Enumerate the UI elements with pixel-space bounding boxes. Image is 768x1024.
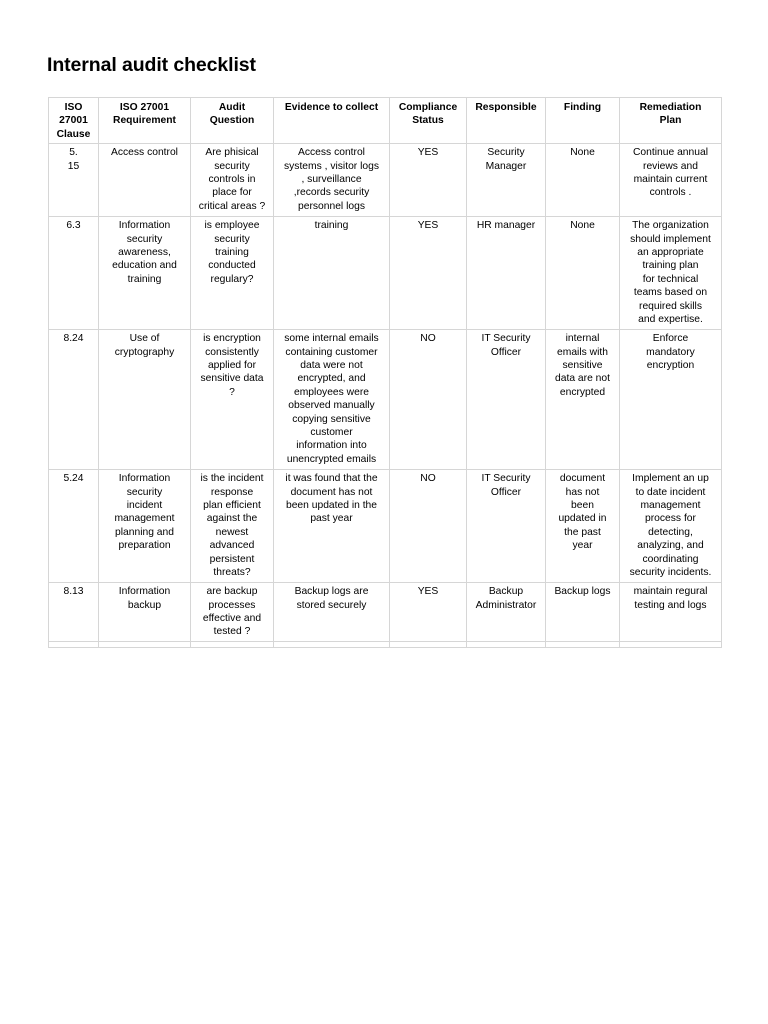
audit-checklist-table: [48, 97, 722, 648]
cell-finding: None: [546, 217, 620, 330]
cell-responsible: IT Security Officer: [467, 470, 546, 583]
page-title: Internal audit checklist: [47, 54, 256, 76]
cell-responsible: Security Manager: [467, 144, 546, 217]
table-row: [49, 144, 722, 217]
cell-finding: Backup logs: [546, 583, 620, 642]
cell-compliance-status: NO: [390, 470, 467, 583]
cell-finding: None: [546, 144, 620, 217]
header-audit-question: Audit Question: [191, 98, 274, 144]
cell-finding: internal emails with sensitive data are not encrypted: [546, 330, 620, 470]
table-row: [49, 330, 722, 470]
cell-clause: 6.3: [49, 217, 99, 330]
empty-cell: [191, 642, 274, 648]
cell-clause: 5.24: [49, 470, 99, 583]
cell-audit-question: is encryption consistently applied for sensitive data ?: [191, 330, 274, 470]
header-remediation-plan: Remediation Plan: [620, 98, 722, 144]
cell-responsible: Backup Administrator: [467, 583, 546, 642]
cell-compliance-status: YES: [390, 217, 467, 330]
cell-requirement: Use of cryptography: [99, 330, 191, 470]
cell-compliance-status: YES: [390, 144, 467, 217]
cell-remediation-plan: Continue annual reviews and maintain current controls .: [620, 144, 722, 217]
table-row: [49, 583, 722, 642]
cell-responsible: HR manager: [467, 217, 546, 330]
empty-cell: [620, 642, 722, 648]
cell-requirement: Information security awareness, education and training: [99, 217, 191, 330]
table-row: [49, 470, 722, 583]
cell-audit-question: are backup processes effective and tested ?: [191, 583, 274, 642]
cell-finding: document has not been updated in the past year: [546, 470, 620, 583]
header-evidence: Evidence to collect: [274, 98, 390, 144]
cell-evidence: it was found that the document has not been updated in the past year: [274, 470, 390, 583]
header-responsible: Responsible: [467, 98, 546, 144]
cell-audit-question: Are phisical security controls in place for critical areas ?: [191, 144, 274, 217]
cell-clause: 5. 15: [49, 144, 99, 217]
header-clause: ISO 27001 Clause: [49, 98, 99, 144]
empty-cell: [467, 642, 546, 648]
cell-requirement: Information security incident management planning and preparation: [99, 470, 191, 583]
table-row-empty: [49, 642, 722, 648]
header-finding: Finding: [546, 98, 620, 144]
cell-clause: 8.13: [49, 583, 99, 642]
empty-cell: [546, 642, 620, 648]
cell-evidence: Backup logs are stored securely: [274, 583, 390, 642]
cell-evidence: some internal emails containing customer data were not encrypted, and employees were observed manually copying sensitive customer information into unencrypted emails: [274, 330, 390, 470]
cell-evidence: training: [274, 217, 390, 330]
table-header-row: [49, 98, 722, 144]
cell-clause: 8.24: [49, 330, 99, 470]
cell-remediation-plan: maintain regural testing and logs: [620, 583, 722, 642]
empty-cell: [390, 642, 467, 648]
table-row: [49, 217, 722, 330]
header-requirement: ISO 27001 Requirement: [99, 98, 191, 144]
empty-cell: [49, 642, 99, 648]
cell-remediation-plan: Implement an up to date incident management process for detecting, analyzing, and coordinating security incidents.: [620, 470, 722, 583]
cell-audit-question: is employee security training conducted regulary?: [191, 217, 274, 330]
cell-evidence: Access control systems , visitor logs , surveillance ,records security personnel logs: [274, 144, 390, 217]
cell-compliance-status: NO: [390, 330, 467, 470]
cell-requirement: Information backup: [99, 583, 191, 642]
cell-responsible: IT Security Officer: [467, 330, 546, 470]
empty-cell: [274, 642, 390, 648]
header-compliance-status: Compliance Status: [390, 98, 467, 144]
empty-cell: [99, 642, 191, 648]
cell-requirement: Access control: [99, 144, 191, 217]
cell-audit-question: is the incident response plan efficient against the newest advanced persistent threats?: [191, 470, 274, 583]
cell-remediation-plan: The organization should implement an appropriate training plan for technical teams based on required skills and expertise.: [620, 217, 722, 330]
cell-compliance-status: YES: [390, 583, 467, 642]
cell-remediation-plan: Enforce mandatory encryption: [620, 330, 722, 470]
